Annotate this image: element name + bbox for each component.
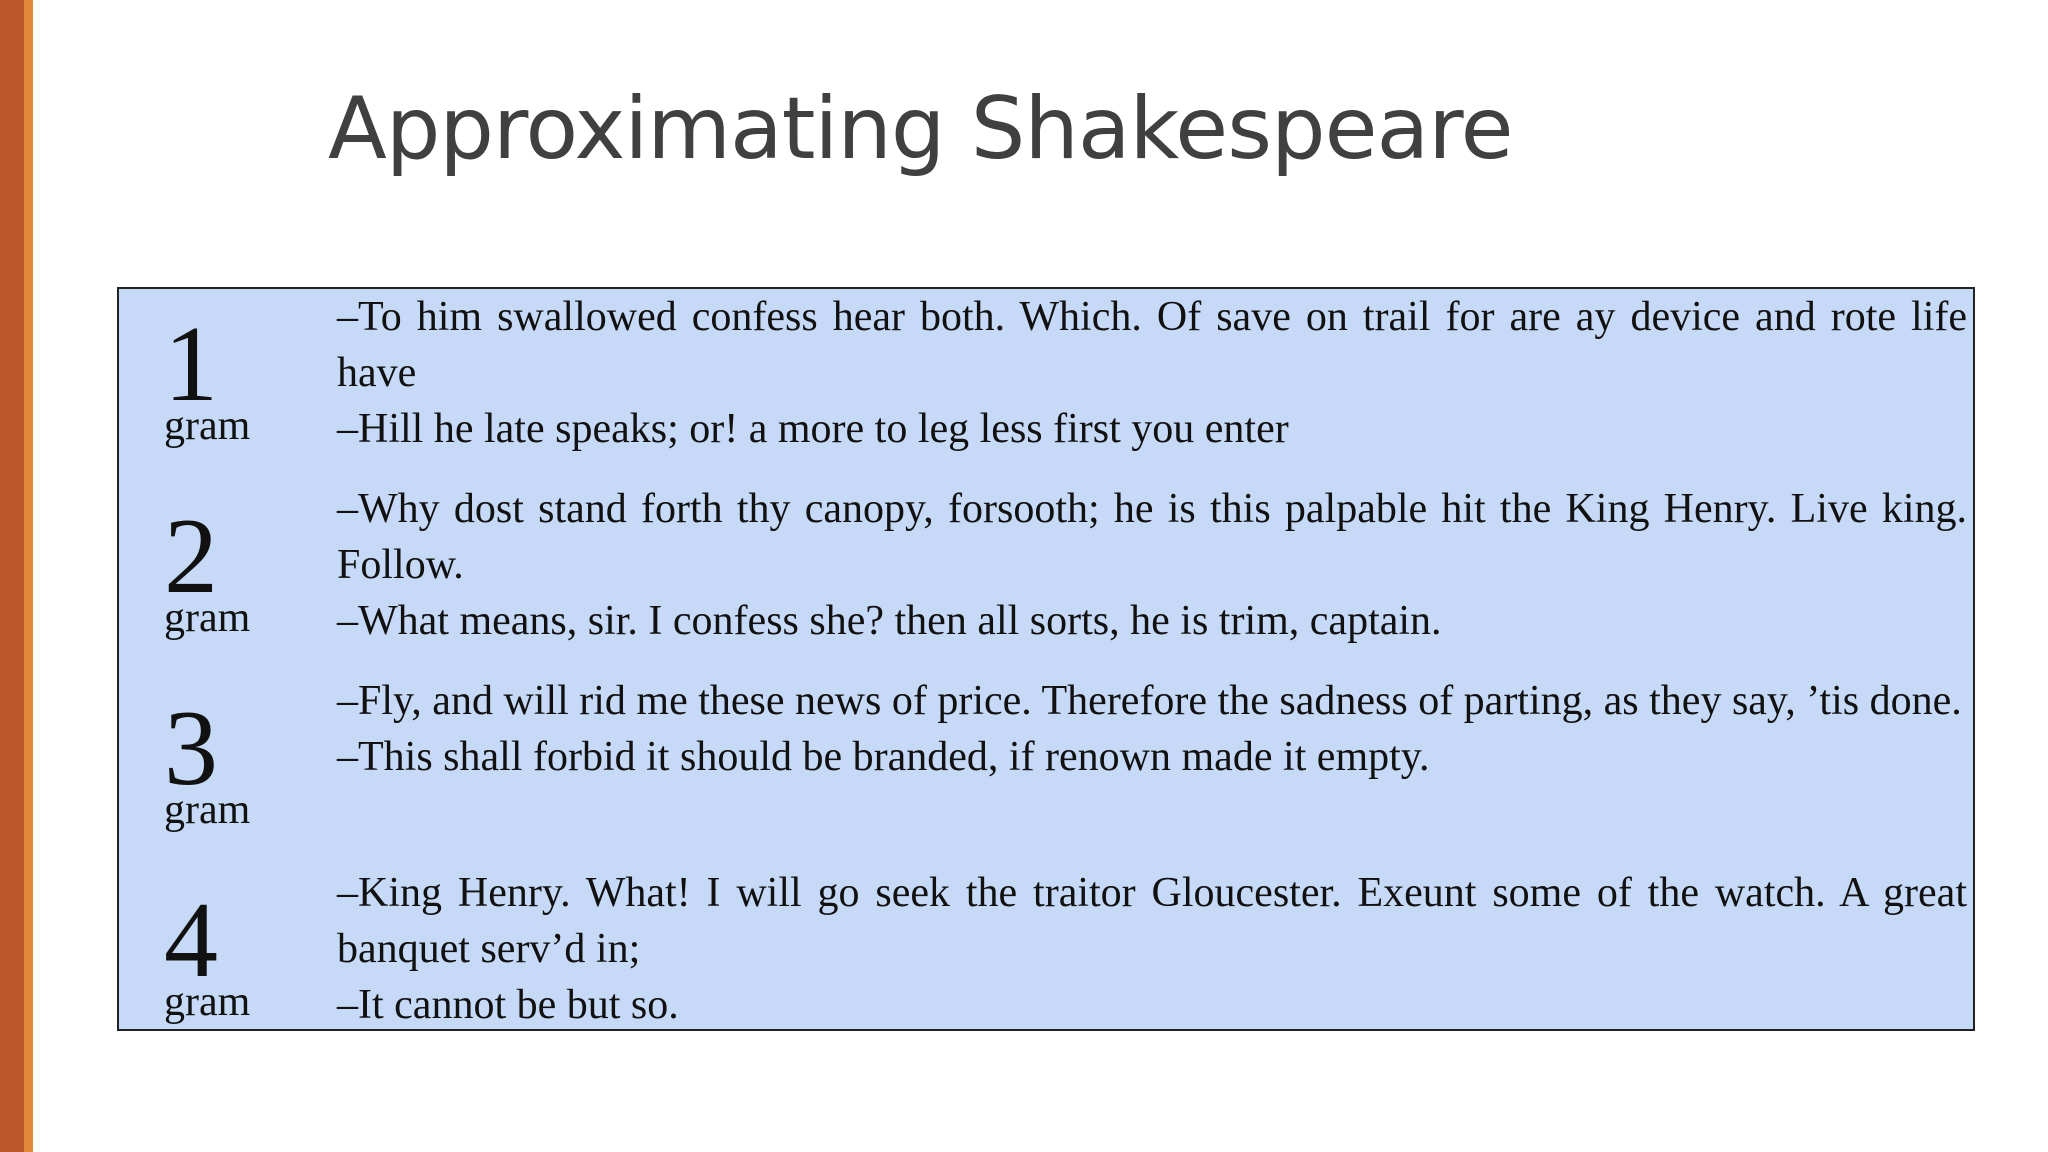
sentence: –Fly, and will rid me these news of price. Therefore the sadness of parting, as they say, ’tis done. [337, 678, 1962, 724]
sentence: –This shall forbid it should be branded, if renown made it empty. [337, 734, 1430, 780]
ngram-number: 1 [164, 305, 218, 424]
ngram-examples-box [117, 287, 1975, 1031]
ngram-unit: gram [164, 403, 251, 449]
sentence: –Why dost stand forth thy canopy, forsooth; he is this palpable hit the King Henry. Live king. Follow. [337, 486, 1967, 588]
ngram-sentences [337, 481, 1967, 649]
ngram-label [164, 289, 304, 457]
sentence: –To him swallowed confess hear both. Which. Of save on trail for are ay device and rote life have [337, 294, 1967, 396]
ngram-sentences [337, 289, 1967, 457]
ngram-label [164, 481, 304, 649]
sentence: –It cannot be but so. [337, 982, 679, 1028]
ngram-sentences [337, 673, 1967, 785]
ngram-row-1 [119, 289, 1973, 457]
ngram-row-4 [119, 865, 1973, 1033]
ngram-row-2 [119, 481, 1973, 649]
sentence: –What means, sir. I confess she? then all sorts, he is trim, captain. [337, 598, 1442, 644]
ngram-unit: gram [164, 787, 251, 833]
ngram-number: 2 [164, 497, 218, 616]
ngram-label [164, 673, 304, 841]
sentence: –Hill he late speaks; or! a more to leg less first you enter [337, 406, 1289, 452]
slide-accent-bar [0, 0, 24, 1152]
ngram-sentences [337, 865, 1967, 1033]
slide-title: Approximating Shakespeare [328, 79, 1513, 179]
ngram-number: 4 [164, 881, 218, 1000]
ngram-unit: gram [164, 595, 251, 641]
ngram-row-3 [119, 673, 1973, 841]
ngram-unit: gram [164, 979, 251, 1025]
ngram-number: 3 [164, 689, 218, 808]
sentence: –King Henry. What! I will go seek the traitor Gloucester. Exeunt some of the watch. A great banquet serv’d in; [337, 870, 1967, 972]
slide-accent-stripe [24, 0, 33, 1152]
ngram-label [164, 865, 304, 1033]
